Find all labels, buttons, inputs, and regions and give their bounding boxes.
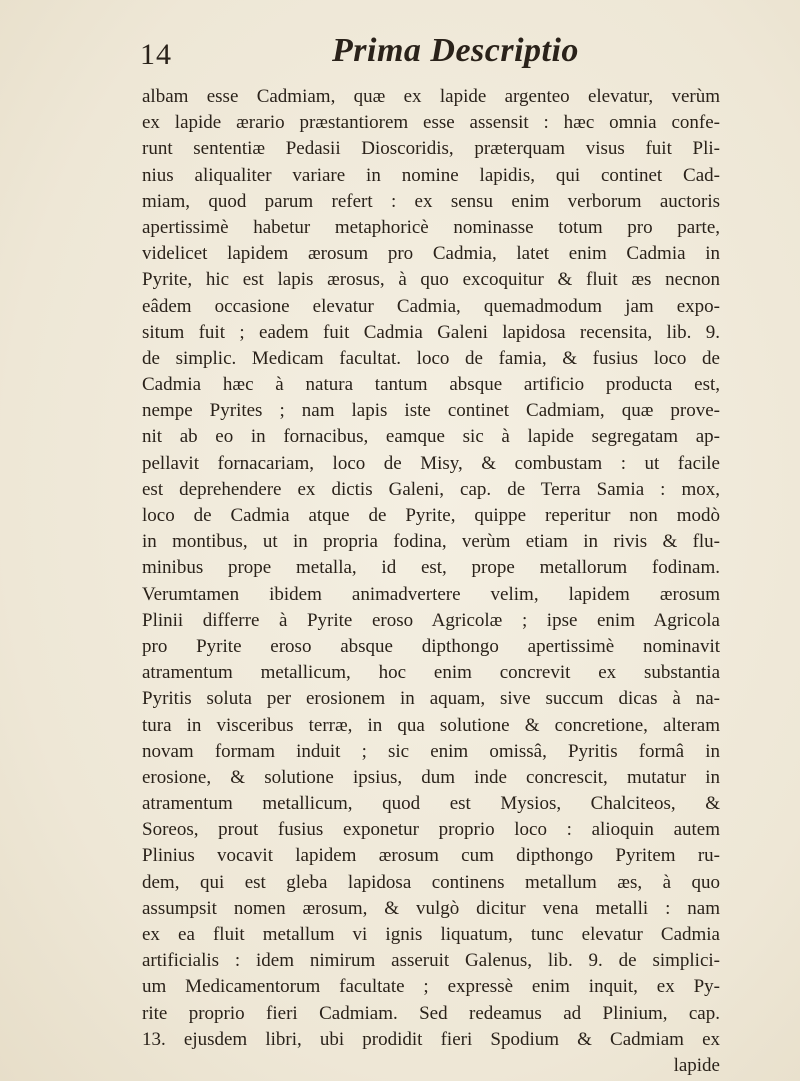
text-line: pro Pyrite eroso absque dipthongo apertissimè nominavit <box>142 635 720 657</box>
text-line: minibus prope metalla, id est, prope metallorum fodinam. <box>142 557 720 579</box>
text-line: in montibus, ut in propria fodina, verùm etiam in rivis & flu- <box>142 531 720 553</box>
text-line-catchword: lapide <box>673 1054 720 1076</box>
text-line: dem, qui est gleba lapidosa continens metallum æs, à quo <box>142 871 720 893</box>
text-line: Soreos, prout fusius exponetur proprio loco : alioquin autem <box>142 819 720 841</box>
text-line: novam formam induit ; sic enim omissâ, Pyritis formâ in <box>142 740 720 762</box>
text-line: Pyritis soluta per erosionem in aquam, sive succum dicas à na- <box>142 688 720 710</box>
text-line: albam esse Cadmiam, quæ ex lapide argenteo elevatur, verùm <box>142 86 720 107</box>
text-line: Plinii differre à Pyrite eroso Agricolæ ; ipse enim Agricola <box>142 609 720 631</box>
running-title: Prima Descriptio <box>332 32 579 69</box>
text-line: ex lapide ærario præstantiorem esse assensit : hæc omnia confe- <box>142 112 720 134</box>
text-line: eâdem occasione elevatur Cadmia, quemadmodum jam expo- <box>142 295 720 317</box>
text-line: ex ea fluit metallum vi ignis liquatum, tunc elevatur Cadmia <box>142 924 720 945</box>
text-line: videlicet lapidem ærosum pro Cadmia, latet enim Cadmia in <box>142 243 720 265</box>
text-line: Plinius vocavit lapidem ærosum cum dipthongo Pyritem ru- <box>142 845 720 867</box>
text-line: assumpsit nomen ærosum, & vulgò dicitur vena metalli : nam <box>142 897 720 919</box>
text-line: rite proprio fieri Cadmiam. Sed redeamus ad Plinium, cap. <box>142 1002 720 1024</box>
text-line: 13. ejusdem libri, ubi prodidit fieri Spodium & Cadmiam ex <box>142 1028 720 1050</box>
text-line: apertissimè habetur metaphoricè nominasse totum pro parte, <box>142 216 720 238</box>
text-line: nempe Pyrites ; nam lapis iste continet Cadmiam, quæ prove- <box>142 400 720 422</box>
page-header <box>140 30 720 80</box>
text-line: um Medicamentorum facultate ; expressè enim inquit, ex Py- <box>142 976 720 998</box>
text-line: pellavit fornacariam, loco de Misy, & combustam : ut facile <box>142 452 720 474</box>
text-line: nit ab eo in fornacibus, eamque sic à lapide segregatam ap- <box>142 426 720 448</box>
text-line: artificialis : idem nimirum asseruit Galenus, lib. 9. de simplici- <box>142 950 720 972</box>
text-line: nius aliqualiter variare in nomine lapidis, qui continet Cad- <box>142 164 720 186</box>
text-line: atramentum metallicum, quod est Mysios, Chalciteos, & <box>142 793 720 815</box>
text-line: tura in visceribus terræ, in qua solutione & concretione, alteram <box>142 714 720 736</box>
text-line: Verumtamen ibidem animadvertere velim, lapidem ærosum <box>142 583 720 605</box>
text-line: loco de Cadmia atque de Pyrite, quippe reperitur non modò <box>142 505 720 526</box>
text-line: atramentum metallicum, hoc enim concrevit ex substantia <box>142 662 720 684</box>
text-line: est deprehendere ex dictis Galeni, cap. de Terra Samia : mox, <box>142 478 720 500</box>
text-line: Pyrite, hic est lapis ærosus, à quo excoquitur & fluit æs necnon <box>142 269 720 291</box>
text-line: runt sententiæ Pedasii Dioscoridis, præterquam visus fuit Pli- <box>142 138 720 160</box>
text-line: Cadmia hæc à natura tantum absque artificio producta est, <box>142 374 720 396</box>
text-line: de simplic. Medicam facultat. loco de famia, & fusius loco de <box>142 347 720 369</box>
body-text <box>142 84 720 1079</box>
text-line: erosione, & solutione ipsius, dum inde concrescit, mutatur in <box>142 766 720 788</box>
text-line: situm fuit ; eadem fuit Cadmia Galeni lapidosa recensita, lib. 9. <box>142 321 720 343</box>
text-line: miam, quod parum refert : ex sensu enim verborum auctoris <box>142 190 720 212</box>
page-number: 14 <box>140 38 172 71</box>
